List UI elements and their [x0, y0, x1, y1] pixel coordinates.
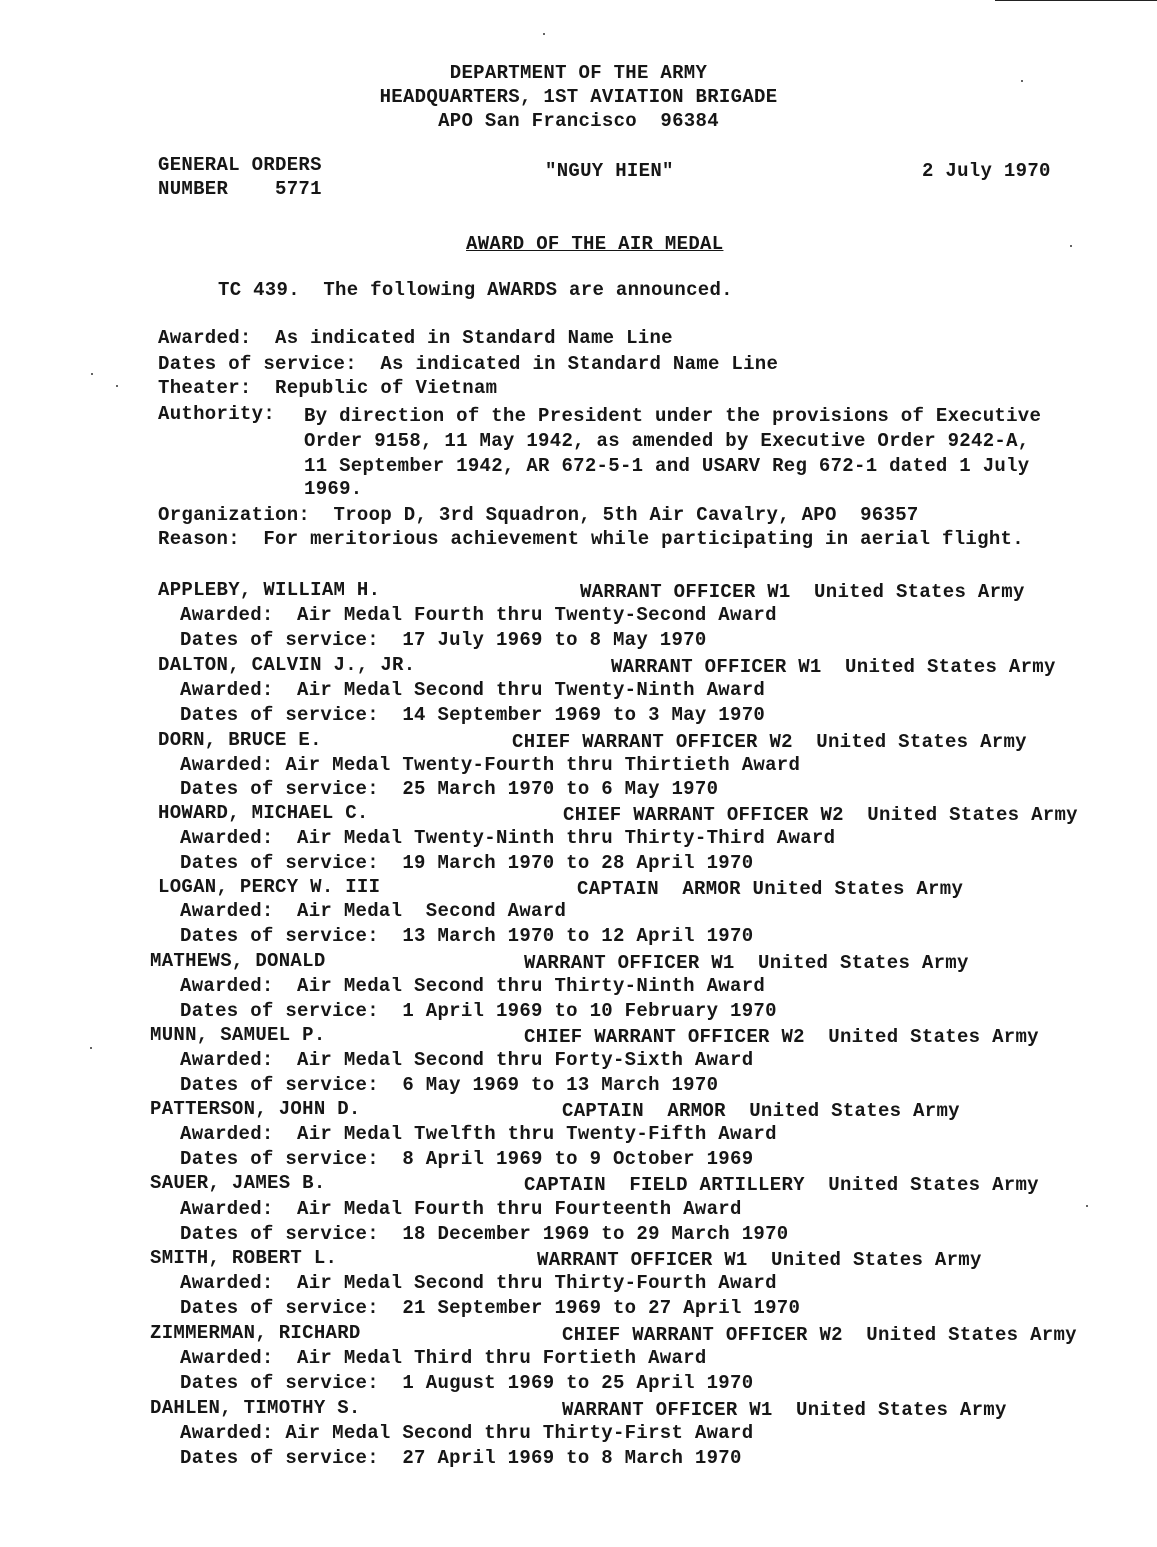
awardee-award: Awarded: Air Medal Third thru Fortieth Award — [180, 1347, 707, 1369]
document-title: AWARD OF THE AIR MEDAL — [466, 233, 724, 255]
awardee-award: Awarded: Air Medal Twenty-Ninth thru Thirty-Third Award — [180, 827, 836, 849]
awardee-name: SAUER, JAMES B. — [150, 1172, 326, 1194]
awardee-name: LOGAN, PERCY W. III — [158, 876, 381, 898]
awardee-award: Awarded: Air Medal Fourth thru Twenty-Second Award — [180, 604, 777, 626]
awardee-rank-branch: WARRANT OFFICER W1 United States Army — [611, 656, 1056, 678]
awardee-dates: Dates of service: 19 March 1970 to 28 April 1970 — [180, 852, 754, 874]
scan-speck — [91, 373, 93, 375]
awardee-rank-branch: CAPTAIN ARMOR United States Army — [577, 878, 964, 900]
scan-speck — [116, 385, 118, 387]
awardee-award: Awarded: Air Medal Second thru Forty-Sixth Award — [180, 1049, 754, 1071]
awardee-rank-branch: CHIEF WARRANT OFFICER W2 United States Army — [562, 1324, 1077, 1346]
field-dates-of-service: Dates of service: As indicated in Standard Name Line — [158, 353, 779, 375]
awardee-name: SMITH, ROBERT L. — [150, 1247, 338, 1269]
awardee-name: PATTERSON, JOHN D. — [150, 1098, 361, 1120]
scan-speck — [1086, 1205, 1088, 1207]
awardee-rank-branch: WARRANT OFFICER W1 United States Army — [524, 952, 969, 974]
field-organization: Organization: Troop D, 3rd Squadron, 5th Air Cavalry, APO 96357 — [158, 504, 919, 526]
awardee-dates: Dates of service: 14 September 1969 to 3 May 1970 — [180, 704, 766, 726]
awardee-name: HOWARD, MICHAEL C. — [158, 802, 369, 824]
awardee-award: Awarded: Air Medal Twenty-Fourth thru Thirtieth Award — [180, 754, 801, 776]
scan-speck — [543, 33, 545, 35]
awardee-award: Awarded: Air Medal Second thru Twenty-Ninth Award — [180, 679, 766, 701]
order-number: NUMBER 5771 — [158, 178, 322, 200]
awardee-rank-branch: WARRANT OFFICER W1 United States Army — [537, 1249, 982, 1271]
awardee-award: Awarded: Air Medal Second Award — [180, 900, 567, 922]
awardee-name: DAHLEN, TIMOTHY S. — [150, 1397, 361, 1419]
document-date: 2 July 1970 — [922, 160, 1051, 182]
document-nickname: "NGUY HIEN" — [545, 160, 674, 182]
scan-speck — [90, 1047, 92, 1049]
awardee-rank-branch: CHIEF WARRANT OFFICER W2 United States Army — [563, 804, 1078, 826]
awardee-rank-branch: CAPTAIN FIELD ARTILLERY United States Army — [524, 1174, 1039, 1196]
awardee-dates: Dates of service: 8 April 1969 to 9 October 1969 — [180, 1148, 754, 1170]
awardee-dates: Dates of service: 18 December 1969 to 29 March 1970 — [180, 1223, 789, 1245]
letterhead-apo: APO San Francisco 96384 — [438, 110, 719, 132]
awardee-name: APPLEBY, WILLIAM H. — [158, 579, 381, 601]
awardee-award: Awarded: Air Medal Second thru Thirty-Fourth Award — [180, 1272, 777, 1294]
awardee-dates: Dates of service: 6 May 1969 to 13 March 1970 — [180, 1074, 719, 1096]
awardee-dates: Dates of service: 25 March 1970 to 6 May 1970 — [180, 778, 719, 800]
field-reason: Reason: For meritorious achievement while participating in aerial flight. — [158, 528, 1024, 550]
awardee-award: Awarded: Air Medal Second thru Thirty-Ninth Award — [180, 975, 766, 997]
awardee-name: DORN, BRUCE E. — [158, 729, 322, 751]
authority-text-line: 11 September 1942, AR 672-5-1 and USARV Reg 672-1 dated 1 July — [304, 455, 1030, 477]
awardee-dates: Dates of service: 27 April 1969 to 8 March 1970 — [180, 1447, 742, 1469]
intro-paragraph: TC 439. The following AWARDS are announced. — [218, 279, 733, 301]
awardee-name: ZIMMERMAN, RICHARD — [150, 1322, 361, 1344]
letterhead-department: DEPARTMENT OF THE ARMY — [449, 62, 708, 84]
authority-text-line: 1969. — [304, 478, 363, 500]
awardee-dates: Dates of service: 13 March 1970 to 12 April 1970 — [180, 925, 754, 947]
authority-text-line: Order 9158, 11 May 1942, as amended by Executive Order 9242-A, — [304, 430, 1030, 452]
letterhead-headquarters: HEADQUARTERS, 1ST AVIATION BRIGADE — [379, 86, 778, 108]
awardee-award: Awarded: Air Medal Second thru Thirty-First Award — [180, 1422, 754, 1444]
scan-edge-mark — [995, 0, 1157, 1]
awardee-name: MATHEWS, DONALD — [150, 950, 326, 972]
field-authority: Authority: — [158, 403, 276, 425]
awardee-rank-branch: WARRANT OFFICER W1 United States Army — [580, 581, 1025, 603]
scan-speck — [1070, 245, 1072, 247]
awardee-rank-branch: WARRANT OFFICER W1 United States Army — [562, 1399, 1007, 1421]
awardee-award: Awarded: Air Medal Fourth thru Fourteenth Award — [180, 1198, 742, 1220]
awardee-name: MUNN, SAMUEL P. — [150, 1024, 326, 1046]
awardee-name: DALTON, CALVIN J., JR. — [158, 654, 416, 676]
awardee-dates: Dates of service: 21 September 1969 to 27 April 1970 — [180, 1297, 801, 1319]
general-orders-label: GENERAL ORDERS — [158, 154, 322, 176]
awardee-rank-branch: CAPTAIN ARMOR United States Army — [562, 1100, 960, 1122]
awardee-dates: Dates of service: 1 April 1969 to 10 February 1970 — [180, 1000, 777, 1022]
awardee-dates: Dates of service: 1 August 1969 to 25 April 1970 — [180, 1372, 754, 1394]
field-awarded: Awarded: As indicated in Standard Name Line — [158, 327, 673, 349]
authority-text-line: By direction of the President under the provisions of Executive — [304, 405, 1042, 427]
awardee-rank-branch: CHIEF WARRANT OFFICER W2 United States Army — [512, 731, 1027, 753]
awardee-dates: Dates of service: 17 July 1969 to 8 May 1970 — [180, 629, 707, 651]
field-theater: Theater: Republic of Vietnam — [158, 377, 498, 399]
awardee-award: Awarded: Air Medal Twelfth thru Twenty-Fifth Award — [180, 1123, 777, 1145]
awardee-rank-branch: CHIEF WARRANT OFFICER W2 United States Army — [524, 1026, 1039, 1048]
